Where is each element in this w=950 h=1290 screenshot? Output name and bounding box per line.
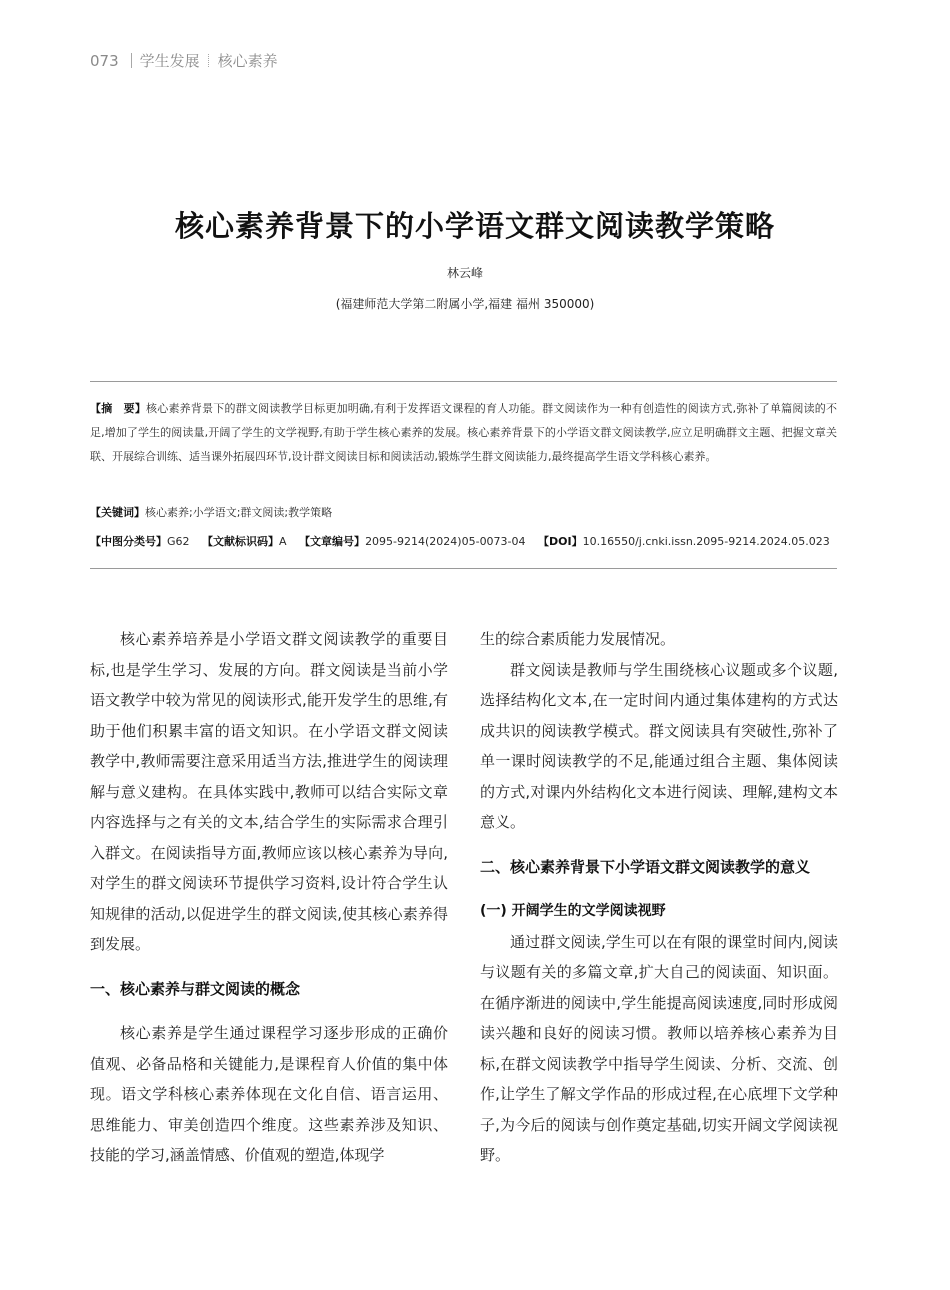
abstract-label: 【摘 要】 [90, 402, 147, 415]
doc-code-value: A [279, 535, 287, 548]
article-no-value: 2095-9214(2024)05-0073-04 [365, 535, 526, 548]
section-heading: 二、核心素养背景下小学语文群文阅读教学的意义 [480, 857, 811, 876]
header-section: 学生发展 [139, 52, 200, 70]
left-column [90, 624, 448, 1171]
header-divider [131, 53, 132, 68]
keywords-text: 核心素养;小学语文;群文阅读;教学策略 [145, 506, 333, 519]
clc-label: 【中图分类号】 [90, 535, 167, 548]
doi-value: 10.16550/j.cnki.issn.2095-9214.2024.05.023 [582, 535, 830, 548]
doc-code-item [202, 535, 287, 548]
article-no-item [299, 535, 525, 548]
abstract-block [90, 397, 837, 469]
abstract-top-rule [90, 381, 837, 382]
doi-item [538, 535, 830, 548]
doc-code-label: 【文献标识码】 [202, 535, 280, 548]
keywords-label: 【关键词】 [90, 506, 145, 519]
subsection-heading: (一) 开阔学生的文学阅读视野 [480, 903, 666, 919]
abstract-bottom-rule [90, 568, 837, 569]
header-dotted-divider [208, 54, 210, 67]
running-header [90, 50, 278, 71]
author-affiliation: (福建师范大学第二附属小学,福建 福州 350000) [335, 297, 595, 311]
section-heading: 一、核心素养与群文阅读的概念 [90, 979, 301, 998]
header-subsection: 核心素养 [217, 52, 278, 70]
right-column [480, 624, 838, 1171]
abstract-text: 核心素养背景下的群文阅读教学目标更加明确,有利于发挥语文课程的育人功能。群文阅读作为一种有创造性的阅读方式,弥补了单篇阅读的不足,增加了学生的阅读量,开阔了学生的文学视野,有助于学生核心素养的发展。核心素养背景下的小学语文群文阅读教学,应立足明确群文主题、把握文章关联、开展综合训练、适当课外拓展四环节,设计群文阅读目标和阅读活动,锻炼学生群文阅读能力,最终提高学生语文学科核心素养。 [90, 402, 837, 463]
body-paragraph: 通过群文阅读,学生可以在有限的课堂时间内,阅读与议题有关的多篇文章,扩大自己的阅读面、知识面。在循序渐进的阅读中,学生能提高阅读速度,同时形成阅读兴趣和良好的阅读习惯。教师以培养核心素养为目标,在群文阅读教学中指导学生阅读、分析、交流、创作,让学生了解文学作品的形成过程,在心底埋下文学种子,为今后的阅读与创作奠定基础,切实开阔文学阅读视野。 [480, 932, 838, 1164]
page-number: 073 [90, 51, 119, 70]
body-paragraph: 核心素养是学生通过课程学习逐步形成的正确价值观、必备品格和关键能力,是课程育人价值的集中体现。语文学科核心素养体现在文化自信、语言运用、思维能力、审美创造四个维度。这些素养涉及知识、技能的学习,涵盖情感、价值观的塑造,体现学 [90, 1024, 448, 1164]
article-no-label: 【文章编号】 [299, 535, 366, 548]
keywords-line [90, 504, 850, 520]
body-paragraph: 核心素养培养是小学语文群文阅读教学的重要目标,也是学生学习、发展的方向。群文阅读是当前小学语文教学中较为常见的阅读形式,能开发学生的思维,有助于他们积累丰富的语文知识。在小学语文群文阅读教学中,教师需要注意采用适当方法,推进学生的阅读理解与意义建构。在具体实践中,教师可以结合实际文章内容选择与之有关的文本,结合学生的实际需求合理引入群文。在阅读指导方面,教师应该以核心素养为导向,对学生的群文阅读环节提供学习资料,设计符合学生认知规律的活动,以促进学生的群文阅读,使其核心素养得到发展。 [90, 630, 448, 953]
body-paragraph-continued: 生的综合素质能力发展情况。 [480, 630, 676, 648]
body-paragraph: 群文阅读是教师与学生围绕核心议题或多个议题,选择结构化文本,在一定时间内通过集体建构的方式达成共识的阅读教学模式。群文阅读具有突破性,弥补了单一课时阅读教学的不足,能通过组合主题、集体阅读的方式,对课内外结构化文本进行阅读、理解,建构文本意义。 [480, 660, 838, 831]
author-name: 林云峰 [446, 266, 483, 280]
doi-label: 【DOI】 [538, 535, 583, 548]
clc-item [90, 535, 190, 548]
classification-line [90, 533, 850, 549]
paper-title: 核心素养背景下的小学语文群文阅读教学策略 [174, 209, 775, 243]
clc-value: G62 [167, 535, 190, 548]
